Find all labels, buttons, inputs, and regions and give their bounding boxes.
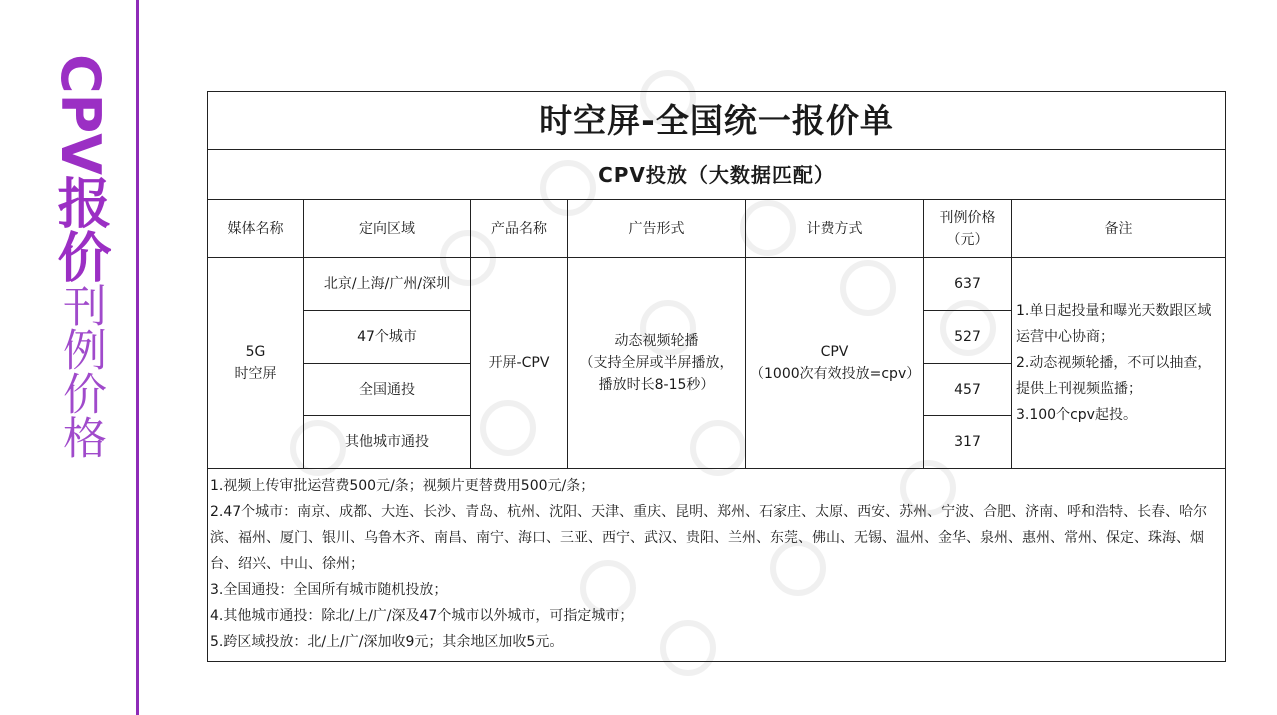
note-line: 2.47个城市：南京、成都、大连、长沙、青岛、杭州、沈阳、天津、重庆、昆明、郑州、石家庄、太原、西安、苏州、宁波、合肥、济南、呼和浩特、长春、哈尔滨、福州、厦门、银川、乌鲁木齐、南昌、南宁、海口、三亚、西宁、武汉、贵阳、兰州、东莞、佛山、无锡、温州、金华、泉州、惠州、常州、保定、珠海、烟台、绍兴、中山、徐州； <box>210 504 1208 572</box>
region-cell: 47个城市 <box>304 311 471 364</box>
header-price: 刊例价格 （元） <box>924 200 1012 258</box>
ad-format-cell: 动态视频轮播 （支持全屏或半屏播放， 播放时长8-15秒） <box>568 258 746 469</box>
price-cell: 637 <box>924 258 1012 311</box>
price-cell: 527 <box>924 311 1012 364</box>
vertical-divider <box>136 0 139 715</box>
side-title-light: 刊例价格 <box>55 283 106 459</box>
region-cell: 全国通投 <box>304 364 471 416</box>
price-sheet <box>207 91 1225 662</box>
product-name-cell: 开屏-CPV <box>471 258 568 469</box>
media-name-cell: 5G 时空屏 <box>208 258 304 469</box>
region-cell: 其他城市通投 <box>304 416 471 469</box>
header-region: 定向区域 <box>304 200 471 258</box>
region-cell: 北京/上海/广州/深圳 <box>304 258 471 311</box>
table-subtitle: CPV投放（大数据匹配） <box>208 150 1226 200</box>
side-title-strong: CPV报价 <box>49 54 112 283</box>
note-line: 1.视频上传审批运营费500元/条；视频片更替费用500元/条； <box>210 478 595 494</box>
note-line: 3.全国通投：全国所有城市随机投放； <box>210 582 448 598</box>
table-row <box>208 258 1226 311</box>
header-media-name: 媒体名称 <box>208 200 304 258</box>
remarks-cell: 1.单日起投量和曝光天数跟区域运营中心协商； 2.动态视频轮播，不可以抽查，提供上刊视频监播； 3.100个cpv起投。 <box>1012 258 1226 469</box>
billing-cell: CPV （1000次有效投放=cpv） <box>746 258 924 469</box>
notes-cell <box>208 469 1226 662</box>
note-line: 5.跨区域投放：北/上/广/深加收9元；其余地区加收5元。 <box>210 634 564 650</box>
side-title <box>38 54 122 459</box>
header-remarks: 备注 <box>1012 200 1226 258</box>
price-cell: 317 <box>924 416 1012 469</box>
header-product: 产品名称 <box>471 200 568 258</box>
header-ad-format: 广告形式 <box>568 200 746 258</box>
price-cell: 457 <box>924 364 1012 416</box>
note-line: 4.其他城市通投：除北/上/广/深及47个城市以外城市，可指定城市； <box>210 608 634 624</box>
price-table <box>207 91 1226 662</box>
header-row <box>208 200 1226 258</box>
header-billing: 计费方式 <box>746 200 924 258</box>
table-title: 时空屏-全国统一报价单 <box>208 92 1226 150</box>
